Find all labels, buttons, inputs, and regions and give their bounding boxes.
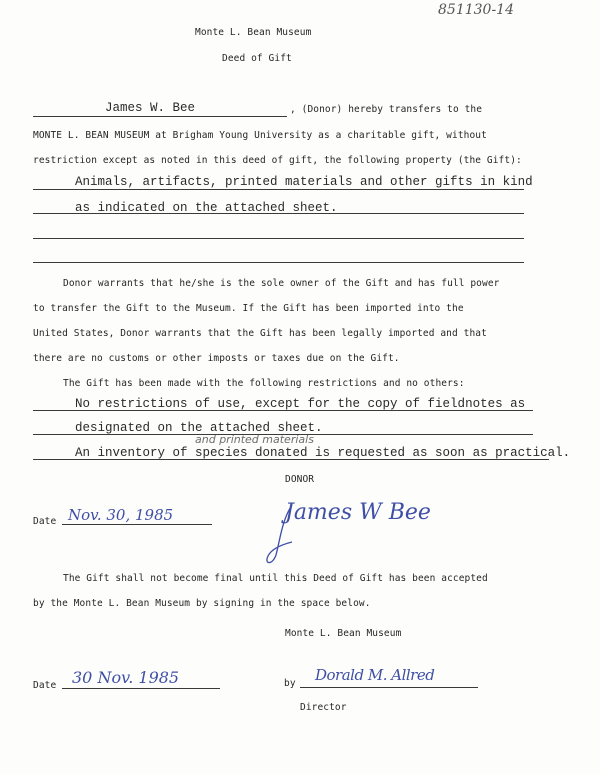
warranty-line: Donor warrants that he/she is the sole owner of the Gift and has full power (63, 278, 500, 289)
warranty-line: United States, Donor warrants that the Gift has been legally imported and that (33, 328, 487, 339)
property-underline (33, 238, 524, 239)
property-underline (33, 213, 524, 214)
donor-name: James W. Bee (105, 101, 196, 115)
warranty-line: there are no customs or other imposts or taxes due on the Gift. (33, 353, 400, 364)
director-signature-underline (300, 687, 478, 688)
acceptance-line: by the Monte L. Bean Museum by signing in the space below. (33, 598, 371, 609)
by-label: by (284, 678, 296, 689)
donor-clause-line2: MONTE L. BEAN MUSEUM at Brigham Young University as a charitable gift, without (33, 130, 487, 141)
restriction-line: No restrictions of use, except for the copy of fieldnotes as (75, 397, 526, 411)
museum-date-label: Date (33, 680, 57, 691)
donor-date-value: Nov. 30, 1985 (68, 506, 174, 524)
property-underline (33, 262, 524, 263)
restrictions-intro: The Gift has been made with the following restrictions and no others: (63, 378, 465, 389)
museum-signature-label: Monte L. Bean Museum (285, 628, 402, 639)
donor-name-underline (33, 116, 287, 117)
donor-clause-line1: , (Donor) hereby transfers to the (290, 104, 483, 115)
director-signature: Dorald M. Allred (315, 666, 435, 684)
donor-signature: James W Bee (285, 500, 431, 525)
document-title: Deed of Gift (222, 53, 292, 64)
director-title: Director (300, 702, 347, 713)
museum-header: Monte L. Bean Museum (195, 27, 312, 38)
donor-date-label: Date (33, 516, 57, 527)
donor-signature-flourish (262, 500, 312, 570)
donor-date-underline (62, 524, 212, 525)
acceptance-line: The Gift shall not become final until this Deed of Gift has been accepted (63, 573, 488, 584)
accession-number: 851130-14 (438, 2, 514, 18)
warranty-line: to transfer the Gift to the Museum. If the Gift has been imported into the (33, 303, 464, 314)
restriction-underline (33, 459, 549, 460)
museum-date-value: 30 Nov. 1985 (72, 668, 180, 687)
property-line: Animals, artifacts, printed materials and other gifts in kind (75, 175, 533, 189)
donor-clause-line3: restriction except as noted in this deed of gift, the following property (the Gift): (33, 155, 522, 166)
property-line: as indicated on the attached sheet. (75, 201, 338, 215)
restriction-line: An inventory of species donated is requested as soon as practical. (75, 446, 571, 460)
donor-label: DONOR (285, 474, 315, 485)
property-underline (33, 189, 524, 190)
restriction-line: designated on the attached sheet. (75, 421, 323, 435)
museum-date-underline (62, 688, 220, 689)
restriction-underline (33, 410, 533, 411)
insertion-note: and printed materials (195, 433, 314, 446)
